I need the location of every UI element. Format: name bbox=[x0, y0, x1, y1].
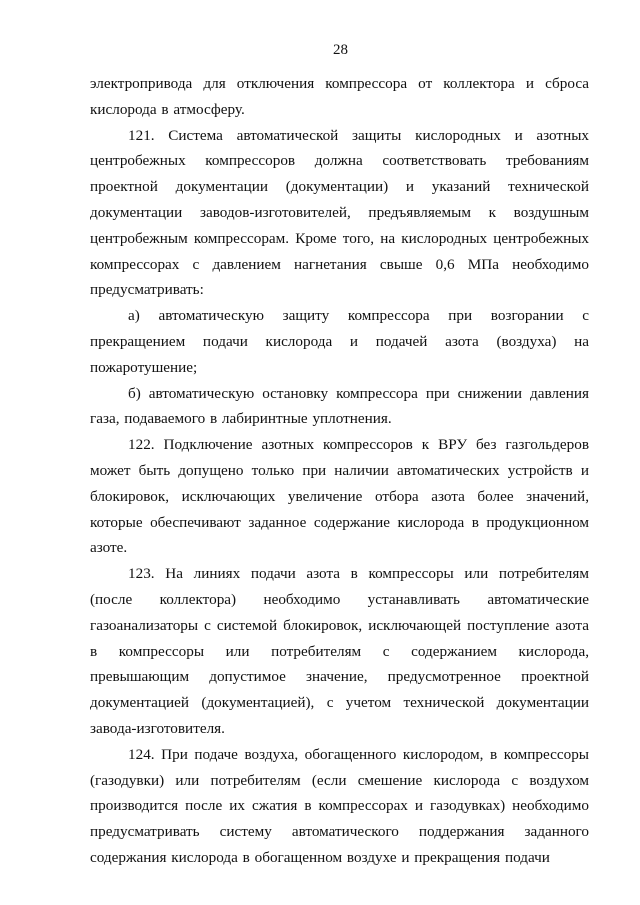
paragraph-121-a: а) автоматическую защиту компрессора при возгорании с прекращением подачи кислорода и подачей азота (воздуха) на пожаротушение; bbox=[90, 307, 589, 376]
paragraph-124: 124. При подаче воздуха, обогащенного кислородом, в компрессоры (газодувки) или потребителям (если смешение кислорода с воздухом производится после их сжатия в компрессорах и газодувках) необходимо предусматривать систему автоматического поддержания заданного содержания кислорода в обогащенном воздухе и прекращения подачи bbox=[90, 745, 589, 866]
paragraph-122: 122. Подключение азотных компрессоров к ВРУ без газгольдеров может быть допущено только при наличии автоматических устройств и блокировок, исключающих увеличение отбора азота более значений, которые обеспечивают заданное содержание кислорода в продукционном азоте. bbox=[90, 436, 589, 557]
paragraph-continuation: электропривода для отключения компрессора от коллектора и сброса кислорода в атмосферу. bbox=[90, 75, 589, 118]
paragraph-121: 121. Система автоматической защиты кислородных и азотных центробежных компрессоров должна соответствовать требованиям проектной документации (документации) и указаний технической документации заводов-изготовителей, предъявляемым к воздушным центробежным компрессорам. Кроме того, на кислородных центробежных компрессорах с давлением нагнетания свыше 0,6 МПа необходимо предусматривать: bbox=[90, 126, 589, 299]
page-number: 28 bbox=[333, 42, 348, 58]
paragraph-123: 123. На линиях подачи азота в компрессоры или потребителям (после коллектора) необходимо устанавливать автоматические газоанализаторы с системой блокировок, исключающей поступление азота в компрессоры или потребителям с содержанием кислорода, превышающим допустимое значение, предусмотренное проектной документацией (документацией), с учетом технической документации завода-изготовителя. bbox=[90, 565, 589, 737]
paragraph-121-b: б) автоматическую остановку компрессора при снижении давления газа, подаваемого в лабиринтные уплотнения. bbox=[90, 384, 589, 428]
